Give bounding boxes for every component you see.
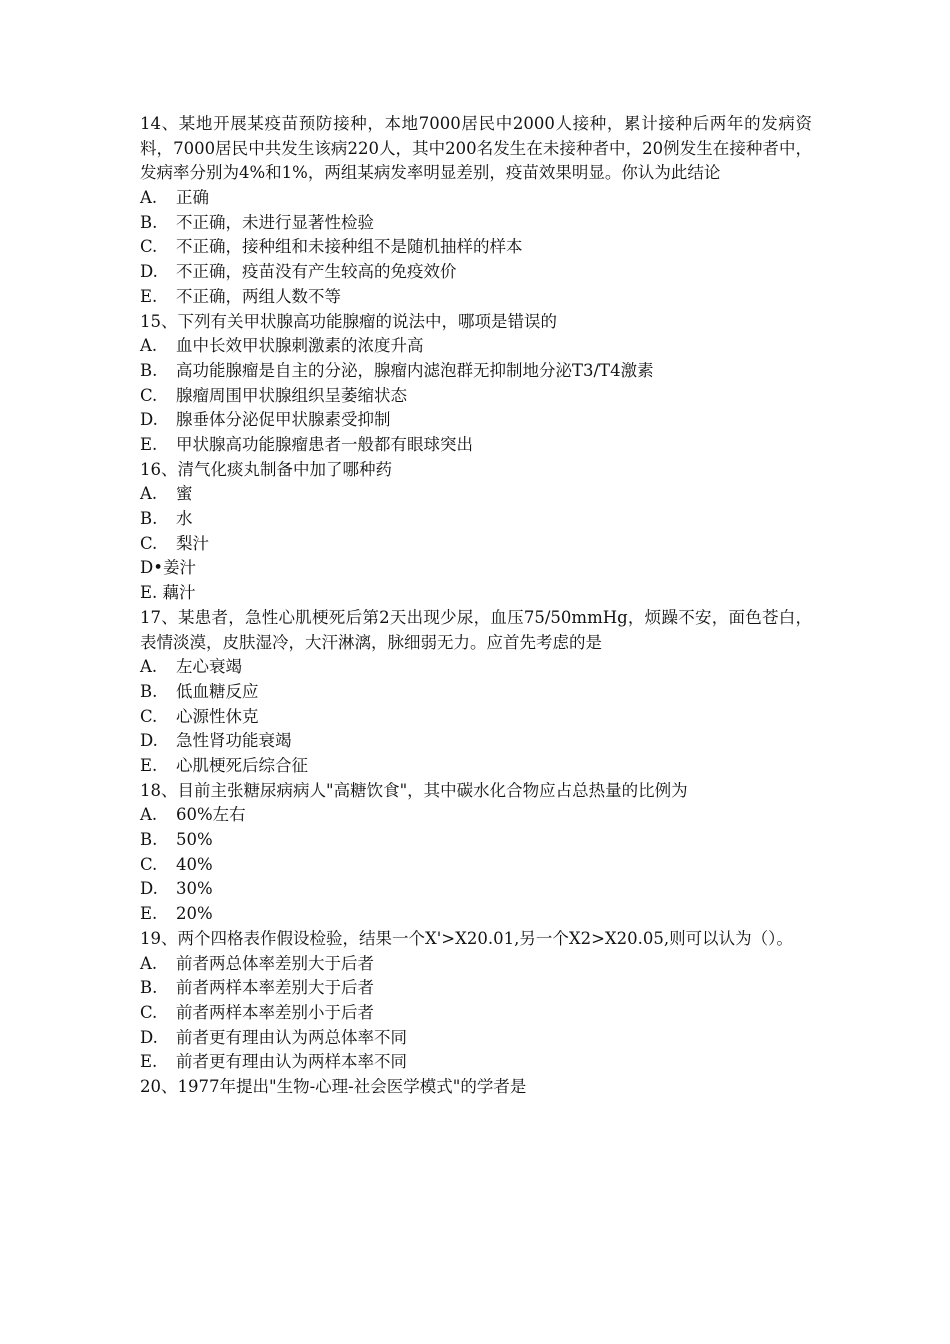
option-d [140,556,812,581]
option-letter: B. [140,830,158,850]
option-letter: E. [140,1052,158,1072]
option-text: 高功能腺瘤是自主的分泌，腺瘤内滤泡群无抑制地分泌T3/T4激素 [176,360,654,380]
option-text: 心源性休克 [176,706,259,726]
option-text: 50% [176,830,213,850]
option-letter: D. [140,262,158,282]
option-letter: B. [140,360,158,380]
option-d [140,877,812,902]
option-text: 30% [176,879,213,899]
option-letter: E. [140,286,158,306]
option-a [140,952,812,977]
question-title: 15、下列有关甲状腺高功能腺瘤的说法中，哪项是错误的 [140,311,557,331]
option-text: 正确 [176,188,209,208]
option-letter: C. [140,237,158,257]
option-text: 40% [176,854,213,874]
option-letter: E. [140,435,158,454]
option-b [140,359,812,384]
option-letter: C. [140,385,158,405]
option-text: 藕汁 [162,583,196,603]
option-b [140,211,812,236]
option-text: 不正确，两组人数不等 [176,286,341,306]
option-e [140,433,812,458]
option-text: 前者更有理由认为两总体率不同 [176,1027,407,1047]
option-text: 姜汁 [162,558,196,578]
option-a [140,655,812,680]
option-text: 20% [176,904,213,924]
option-letter: A. [140,657,158,677]
option-text: 血中长效甲状腺刺激素的浓度升高 [176,336,424,356]
option-text: 腺垂体分泌促甲状腺素受抑制 [176,410,391,430]
question-title: 20、1977年提出"生物-心理-社会医学模式"的学者是 [140,1076,527,1096]
option-letter: D• [140,558,163,578]
option-text: 不正确，疫苗没有产生较高的免疫效价 [176,262,457,282]
option-e [140,754,812,779]
option-letter: B. [140,978,158,998]
option-text: 60%左右 [176,805,246,825]
option-c [140,853,812,878]
question-16 [140,458,812,606]
question-title: 17、某患者，急性心肌梗死后第2天出现少尿，血压75/50mmHg，烦躁不安，面色苍白，表情淡漠，皮肤湿冷，大汗淋漓，脉细弱无力。应首先考虑的是 [140,607,812,652]
option-a [140,803,812,828]
option-d [140,260,812,285]
option-c [140,235,812,260]
option-text: 不正确，未进行显著性检验 [176,212,374,232]
option-letter: A. [140,188,158,208]
question-19 [140,927,812,1075]
option-text: 梨汁 [176,533,209,553]
option-letter: D. [140,731,158,751]
option-letter: E. [140,904,158,924]
option-text: 低血糖反应 [176,681,259,701]
option-a [140,482,812,507]
option-c [140,1001,812,1026]
option-letter: E. [140,755,158,775]
option-letter: B. [140,212,158,232]
question-title: 16、清气化痰丸制备中加了哪种药 [140,459,392,479]
option-letter: C. [140,533,158,553]
option-e [140,581,812,606]
option-text: 心肌梗死后综合征 [176,755,308,775]
option-b [140,976,812,1001]
option-text: 甲状腺高功能腺瘤患者一般都有眼球突出 [176,435,473,454]
question-title: 14、某地开展某疫苗预防接种，本地7000居民中2000人接种，累计接种后两年的发病资料，7000居民中共发生该病220人，其中200名发生在未接种者中，20例发生在接种者中，发病率分别为4%和1%，两组某病发率明显差别，疫苗效果明显。你认为此结论 [140,114,812,183]
option-e [140,1050,812,1075]
document-page [140,112,812,1100]
option-a [140,186,812,211]
option-b [140,507,812,532]
option-letter: D. [140,410,158,430]
option-c [140,384,812,409]
option-letter: C. [140,854,158,874]
option-b [140,828,812,853]
option-text: 急性肾功能衰竭 [176,731,292,751]
question-15 [140,310,812,458]
option-letter: A. [140,336,158,356]
question-20 [140,1075,812,1100]
question-18 [140,779,812,927]
option-text: 前者两样本率差别小于后者 [176,1002,374,1022]
option-text: 蜜 [176,484,193,504]
option-e [140,285,812,310]
option-letter: A. [140,484,158,504]
option-text: 不正确，接种组和未接种组不是随机抽样的样本 [176,237,523,257]
option-letter: D. [140,1027,158,1047]
option-c [140,532,812,557]
option-text: 前者两样本率差别大于后者 [176,978,374,998]
option-a [140,334,812,359]
option-e [140,902,812,927]
option-letter: B. [140,681,158,701]
option-text: 腺瘤周围甲状腺组织呈萎缩状态 [176,385,407,405]
option-b [140,680,812,705]
option-text: 前者更有理由认为两样本率不同 [176,1052,407,1072]
option-letter: C. [140,706,158,726]
option-d [140,408,812,433]
question-14 [140,112,812,310]
option-d [140,729,812,754]
option-letter: C. [140,1002,158,1022]
question-17 [140,606,812,779]
option-c [140,705,812,730]
option-text: 前者两总体率差别大于后者 [176,953,374,973]
option-letter: B. [140,509,158,529]
option-letter: E. [140,583,158,603]
option-text: 水 [176,509,193,529]
option-letter: A. [140,953,158,973]
option-d [140,1026,812,1051]
question-title: 19、两个四格表作假设检验，结果一个X'>X20.01,另一个X2>X20.05,则可以认为（）。 [140,928,793,948]
question-title: 18、目前主张糖尿病病人"高糖饮食"，其中碳水化合物应占总热量的比例为 [140,780,688,800]
option-letter: A. [140,805,158,825]
option-text: 左心衰竭 [176,657,242,677]
option-letter: D. [140,879,158,899]
